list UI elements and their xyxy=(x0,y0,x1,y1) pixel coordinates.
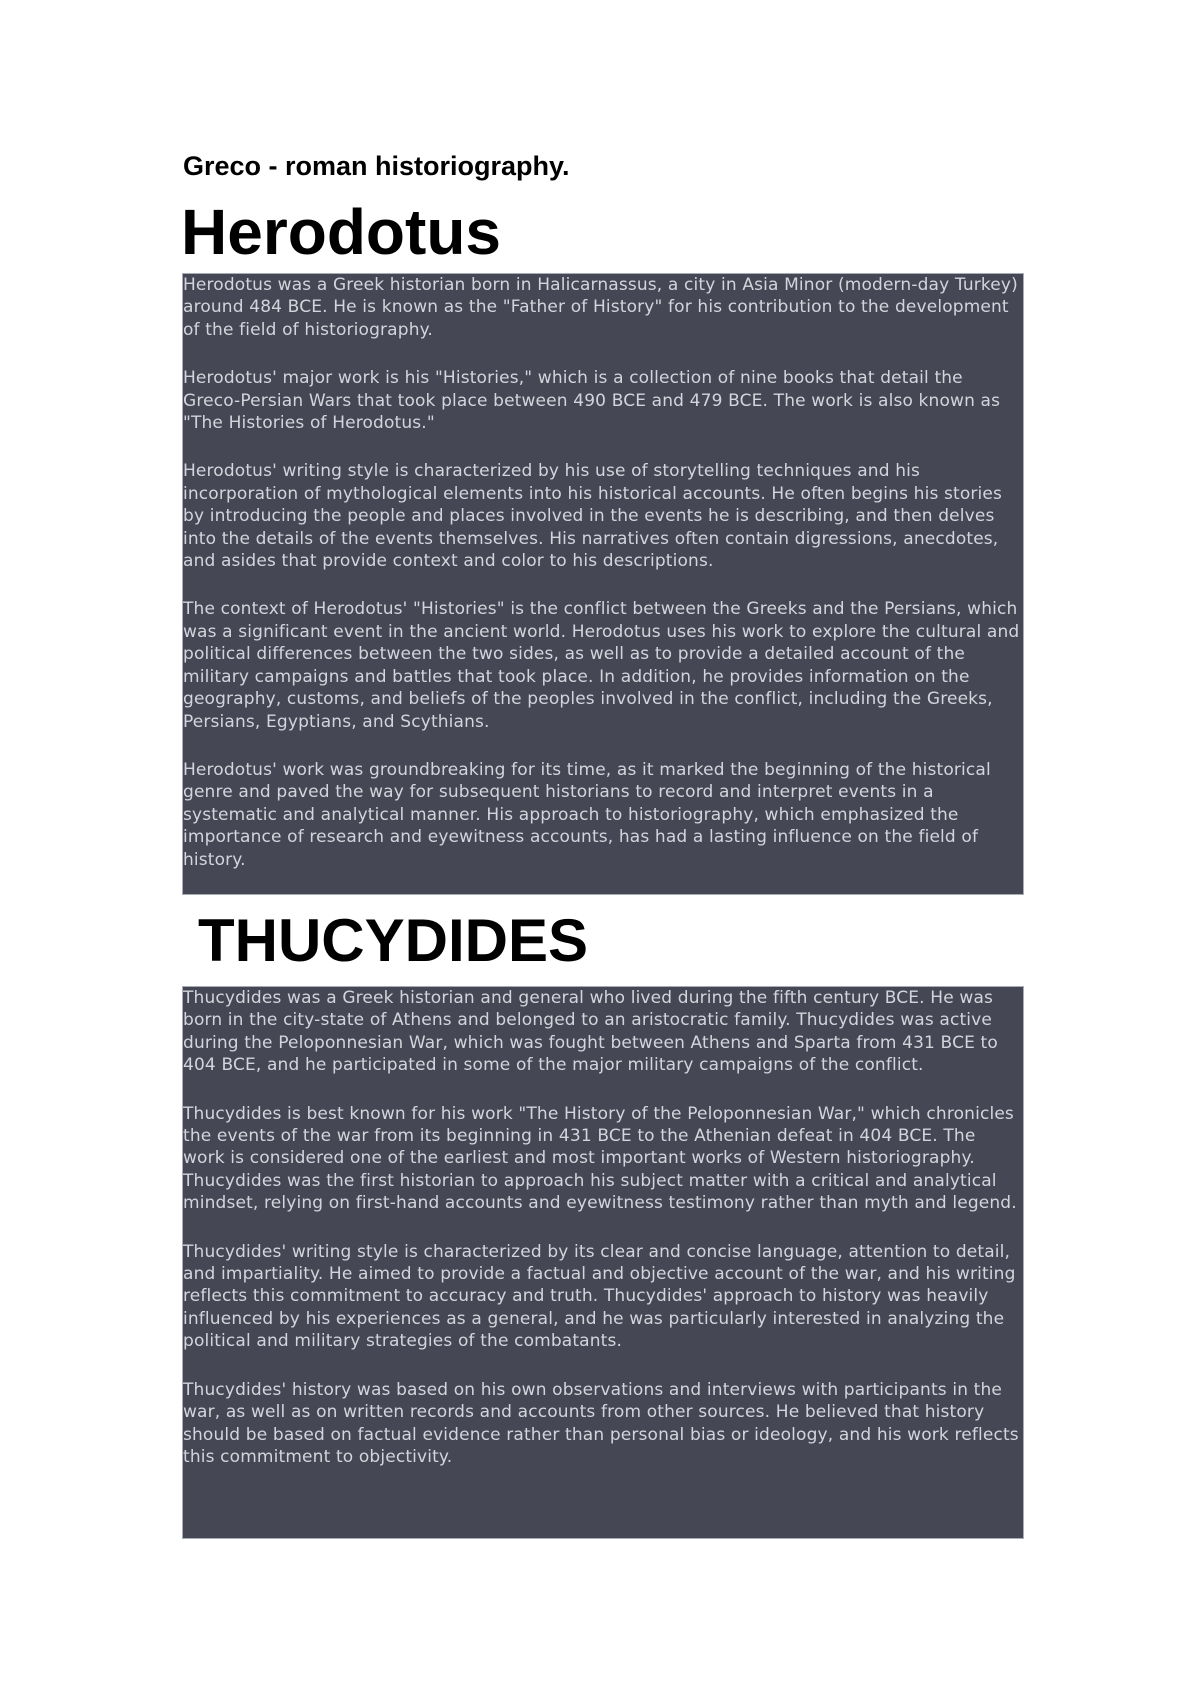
thucydides-text-block xyxy=(182,986,1024,1539)
herodotus-paragraph-2: Herodotus' major work is his "Histories," which is a collection of nine books that detail the Greco-Persian Wars that took place between 490 BCE and 479 BCE. The work is also known as "The Histories of Herodotus." xyxy=(183,368,1001,434)
thucydides-paragraph-1: Thucydides was a Greek historian and general who lived during the fifth century BCE. He was born in the city-state of Athens and belonged to an aristocratic family. Thucydides was active during the Peloponnesian War, which was fought between Athens and Sparta from 431 BCE to 404 BCE, and he participated in some of the major military campaigns of the conflict. xyxy=(183,988,998,1076)
document-title: Greco - roman historiography. xyxy=(183,151,570,181)
herodotus-paragraph-3: Herodotus' writing style is characterized by his use of storytelling techniques and his incorporation of mythological elements into his historical accounts. He often begins his stories by introducing the people and places involved in the events he is describing, and then delves into the details of the events themselves. His narratives often contain digressions, anecdotes, and asides that provide context and color to his descriptions. xyxy=(183,461,1003,572)
section-heading-herodotus: Herodotus xyxy=(181,196,501,268)
thucydides-paragraph-3: Thucydides' writing style is characterized by its clear and concise language, attention to detail, and impartiality. He aimed to provide a factual and objective account of the war, and his writing reflects this commitment to accuracy and truth. Thucydides' approach to history was heavily influenced by his experiences as a general, and he was particularly interested in analyzing the political and military strategies of the combatants. xyxy=(183,1241,1016,1352)
thucydides-paragraph-4: Thucydides' history was based on his own observations and interviews with participants in the war, as well as on written records and accounts from other sources. He believed that history should be based on factual evidence rather than personal bias or ideology, and his work reflects this commitment to objectivity. xyxy=(183,1379,1019,1467)
section-heading-thucydides: THUCYDIDES xyxy=(198,907,589,974)
herodotus-paragraph-4: The context of Herodotus' "Histories" is the conflict between the Greeks and the Persians, which was a significant event in the ancient world. Herodotus uses his work to explore the cultural and political differences between the two sides, as well as to provide a detailed account of the military campaigns and battles that took place. In addition, he provides information on the geography, customs, and beliefs of the peoples involved in the conflict, including the Greeks, Persians, Egyptians, and Scythians. xyxy=(183,599,1020,732)
thucydides-paragraph-2: Thucydides is best known for his work "The History of the Peloponnesian War," which chronicles the events of the war from its beginning in 431 BCE to the Athenian defeat in 404 BCE. The work is considered one of the earliest and most important works of Western historiography. Thucydides was the first historian to approach his subject matter with a critical and analytical mindset, relying on first-hand accounts and eyewitness testimony rather than myth and legend. xyxy=(183,1103,1017,1214)
herodotus-paragraph-5: Herodotus' work was groundbreaking for its time, as it marked the beginning of the historical genre and paved the way for subsequent historians to record and interpret events in a systematic and analytical manner. His approach to historiography, which emphasized the importance of research and eyewitness accounts, has had a lasting influence on the field of history. xyxy=(183,759,991,870)
herodotus-text-block xyxy=(182,273,1024,895)
herodotus-paragraph-1: Herodotus was a Greek historian born in Halicarnassus, a city in Asia Minor (modern-day Turkey) around 484 BCE. He is known as the "Father of History" for his contribution to the development of the field of historiography. xyxy=(183,275,1018,340)
